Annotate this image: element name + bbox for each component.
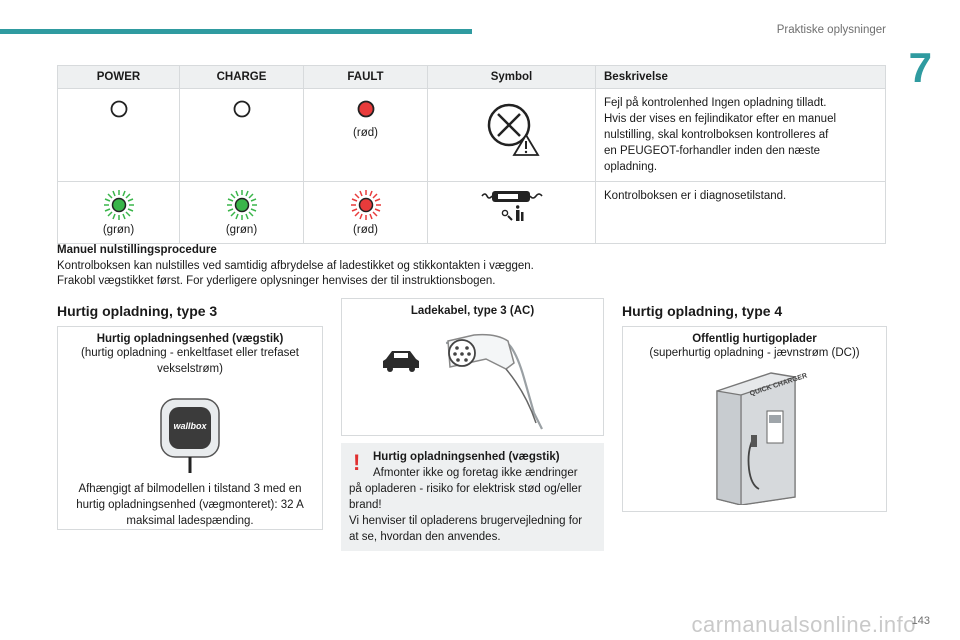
type3-heading: Hurtig opladning, type 3 xyxy=(57,303,218,319)
type4-heading: Hurtig opladning, type 4 xyxy=(622,303,783,319)
symbol-cell xyxy=(428,89,596,182)
column-header-power: POWER xyxy=(58,66,180,89)
column-header-symbol: Symbol xyxy=(428,66,596,89)
charging-cable-title: Ladekabel, type 3 (AC) xyxy=(410,305,535,317)
fault-cell xyxy=(304,182,428,244)
fault-cross-warning-icon xyxy=(482,95,542,159)
quick-charger-label: QUICK CHARGER xyxy=(749,372,809,398)
manual-reset-title: Manuel nulstillingsprocedure xyxy=(57,244,217,256)
warning-line: brand! xyxy=(349,499,382,511)
led-color-caption: (grøn) xyxy=(102,224,135,236)
car-icon xyxy=(383,351,419,372)
manual-reset-line: Kontrolboksen kan nulstilles ved samtidig afbrydelse af ladestikket og stikkontakten i væggen. xyxy=(57,259,534,272)
power-led-blinking-green-icon xyxy=(102,188,136,222)
warning-line: Afmonter ikke og foretag ikke ændringer xyxy=(373,467,578,479)
manual-reset-line: Frakobl vægstikket først. For yderligere oplysninger henvises der til instruktionsbogen. xyxy=(57,275,496,287)
warning-line: at se, hvordan den anvendes. xyxy=(349,531,501,543)
description-cell xyxy=(596,89,886,182)
wallbox-note-line: Afhængigt af bilmodellen i tilstand 3 med en xyxy=(78,483,302,495)
column-header-description: Beskrivelse xyxy=(596,66,886,89)
fault-led-red-icon xyxy=(356,99,376,119)
description-cell xyxy=(596,182,886,244)
public-charger-subtitle: (superhurtig opladning - jævnstrøm (DC)) xyxy=(649,347,860,359)
type2-plug-icon xyxy=(446,335,542,429)
description-line: Fejl på kontrolenhed Ingen opladning tilladt. xyxy=(604,97,827,109)
fault-led-blinking-red-icon xyxy=(349,188,383,222)
description-line: en PEUGEOT-forhandler inden den næste xyxy=(604,145,821,157)
wallbox-note-line: hurtig opladningsenhed (vægmonteret): 32 A xyxy=(76,499,304,511)
wallbox-charger-image xyxy=(155,397,225,473)
section-title: Praktiske oplysninger xyxy=(776,24,886,36)
fault-cell xyxy=(304,89,428,182)
charge-led-off-icon xyxy=(232,99,252,119)
manual-reset-section xyxy=(57,243,897,290)
header-accent-bar xyxy=(0,29,472,34)
table-header-row xyxy=(58,66,886,89)
description-line: Hvis der vises en fejlindikator efter en manuel xyxy=(604,113,837,125)
page-number: 143 xyxy=(911,615,930,627)
control-box-diagnostic-icon xyxy=(481,190,543,224)
charge-cell xyxy=(180,89,304,182)
site-watermark: carmanualsonline.info xyxy=(691,612,916,637)
warning-exclamation-icon: ! xyxy=(353,450,361,475)
column-header-charge: CHARGE xyxy=(180,66,304,89)
wallbox-unit-subtitle: vekselstrøm) xyxy=(157,363,223,375)
led-color-caption: (grøn) xyxy=(225,224,258,236)
led-color-caption: (rød) xyxy=(353,127,378,139)
column-header-fault: FAULT xyxy=(304,66,428,89)
description-line: opladning. xyxy=(604,161,658,173)
wallbox-note xyxy=(58,481,322,529)
led-color-caption: (rød) xyxy=(353,224,378,236)
charge-cell xyxy=(180,182,304,244)
indicator-status-table xyxy=(57,65,886,244)
charging-cable-image xyxy=(346,323,598,433)
warning-line: på opladeren - risiko for elektrisk stød og/eller xyxy=(349,483,582,495)
charging-cable-panel xyxy=(341,298,604,436)
table-row xyxy=(58,182,886,244)
power-cell xyxy=(58,182,180,244)
description-line: nulstilling, skal kontrolboksen kontrolleres af xyxy=(604,129,829,141)
wallbox-note-line: maksimal ladespænding. xyxy=(126,515,254,527)
public-charger-title: Offentlig hurtigoplader xyxy=(692,333,817,345)
wallbox-unit-title: Hurtig opladningsenhed (vægstik) xyxy=(96,333,284,345)
wallbox-unit-subtitle: (hurtig opladning - enkeltfaset eller trefaset xyxy=(81,347,299,359)
description-line: Kontrolboksen er i diagnosetilstand. xyxy=(604,190,787,202)
warning-line: Vi henviser til opladerens brugervejledning for xyxy=(349,515,583,527)
wallbox-unit-panel xyxy=(57,326,323,530)
warning-title: Hurtig opladningsenhed (vægstik) xyxy=(373,451,560,463)
chapter-number: 7 xyxy=(908,44,932,91)
safety-warning-box xyxy=(341,443,604,551)
power-led-off-icon xyxy=(109,99,129,119)
charge-led-blinking-green-icon xyxy=(225,188,259,222)
public-charger-panel xyxy=(622,326,887,512)
table-row xyxy=(58,89,886,182)
wallbox-brand-label: wallbox xyxy=(173,421,207,431)
symbol-cell xyxy=(428,182,596,244)
power-cell xyxy=(58,89,180,182)
